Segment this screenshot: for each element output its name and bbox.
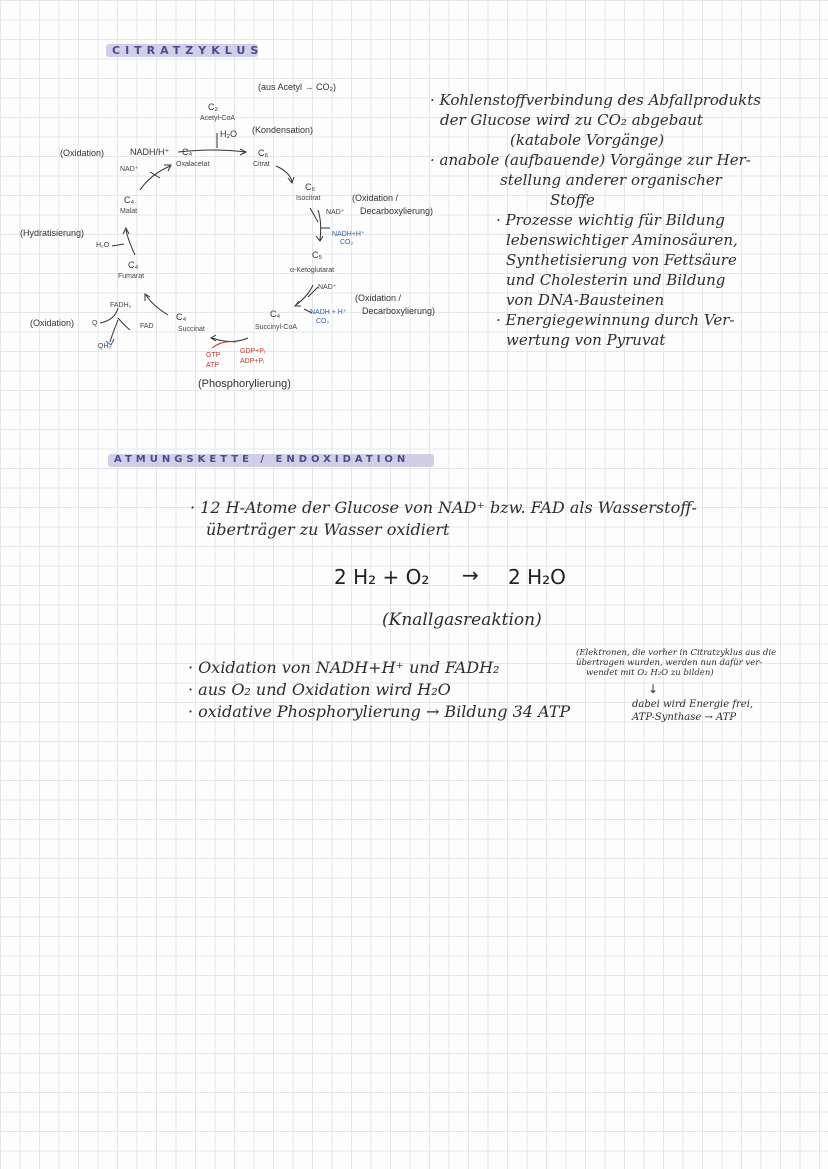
atmung-bullet1: [190, 497, 697, 541]
label-phosphorylierung: (Phosphorylierung): [198, 378, 291, 390]
label-c4-fumarat: C₄: [128, 260, 139, 270]
side-note2-line: ATP-Synthase → ATP: [632, 712, 737, 723]
bullet-line: (katabole Vorgänge): [510, 131, 665, 149]
equation-right: 2 H₂O: [508, 565, 566, 589]
bullet-line: von DNA-Bausteinen: [506, 291, 665, 309]
bullet-line: der Glucose wird zu CO₂ abgebaut: [440, 111, 703, 129]
label-succinylcoa: Succinyl-CoA: [255, 324, 298, 331]
knallgas-label: (Knallgasreaktion): [382, 610, 542, 630]
label-gtp: GTP: [206, 352, 221, 359]
bullet-line: · Oxidation von NADH+H⁺ und FADH₂: [188, 658, 500, 677]
bullet-line: · anabole (aufbauende) Vorgänge zur Her-: [430, 151, 751, 169]
label-h2o-1: H₂O: [220, 129, 237, 139]
bullet-line: lebenswichtiger Aminosäuren,: [506, 231, 738, 249]
label-nad-2: NAD⁺: [326, 209, 345, 216]
side-note2-line: dabei wird Energie frei,: [632, 699, 754, 710]
label-nadh-2: NADH+H⁺: [332, 231, 365, 238]
label-atp: ATP: [206, 362, 220, 369]
label-adp: ADP+Pᵢ: [240, 358, 265, 365]
label-c4-succinylcoa: C₄: [270, 309, 281, 319]
equation-arrow: →: [462, 563, 479, 587]
atmung-bullets2: [188, 657, 570, 723]
label-decarb-2: Decarboxylierung): [362, 306, 436, 316]
bullet-line: · aus O₂ und Oxidation wird H₂O: [188, 680, 451, 699]
bullet-line: wertung von Pyruvat: [506, 331, 666, 349]
side-note-line: wendet mit O₂ H₂O zu bilden): [586, 668, 714, 678]
label-fad: FAD: [140, 323, 154, 330]
note-aus-acetyl: (aus Acetyl → CO₂): [258, 82, 337, 92]
bullet-line: und Cholesterin und Bildung: [506, 271, 726, 289]
label-acetyl-coa: Acetyl-CoA: [200, 115, 236, 122]
citrate-heading: CITRATZYKLUS: [112, 44, 264, 57]
label-h2o-2: H₂O: [96, 242, 110, 249]
citrate-bullets: [430, 90, 761, 350]
label-nadh-3: NADH + H⁺: [310, 309, 347, 316]
bullet-line: · oxidative Phosphorylierung → Bildung 34 ATP: [188, 702, 571, 721]
label-oxalacetat: Oxalacetat: [176, 161, 210, 168]
label-malat: Malat: [120, 208, 138, 215]
label-qh2: QH₂: [98, 343, 112, 350]
bullet-line: Stoffe: [550, 191, 595, 209]
bullet-line: · Kohlenstoffverbindung des Abfallprodukts: [430, 91, 761, 109]
label-citrat: Citrat: [253, 161, 270, 168]
label-c4-oxalacetat: C₄: [182, 147, 193, 157]
bullet-line: überträger zu Wasser oxidiert: [206, 520, 450, 539]
label-q: Q: [92, 320, 98, 327]
label-succinat: Succinat: [178, 326, 205, 333]
bullet-line: stellung anderer organischer: [500, 171, 722, 189]
bullet-line: Synthetisierung von Fettsäure: [506, 251, 737, 269]
label-hydratisierung: (Hydratisierung): [20, 228, 85, 238]
label-oxidation-q: (Oxidation): [30, 318, 75, 328]
bullet-line: · Energiegewinnung durch Ver-: [496, 311, 735, 329]
label-c4-malat: C₄: [124, 195, 135, 205]
label-ox-decarb-1: (Oxidation /: [352, 193, 399, 203]
label-gdp: GDP+Pᵢ: [240, 348, 266, 355]
label-ketoglutarat: α-Ketoglutarat: [290, 267, 335, 274]
label-isocitrat: Isocitrat: [296, 195, 321, 202]
label-nad-3: NAD⁺: [318, 284, 337, 291]
label-c6-isocitrat: C₆: [305, 182, 316, 192]
label-nadh-h-1: NADH/H⁺: [130, 147, 170, 157]
label-c4-succinat: C₄: [176, 312, 187, 322]
label-c5: C₅: [312, 250, 323, 260]
label-kondensation: (Kondensation): [252, 125, 314, 135]
side-note2: [632, 698, 753, 724]
side-note-arrow: ↓: [648, 682, 659, 696]
label-nad-1: NAD⁺: [120, 166, 139, 173]
label-decarb-1: Decarboxylierung): [360, 206, 434, 216]
equation-left: 2 H₂ + O₂: [334, 565, 430, 589]
label-c6-citrat: C₆: [258, 148, 269, 158]
label-co2-1: CO₂: [340, 239, 354, 246]
bullet-line: · 12 H-Atome der Glucose von NAD⁺ bzw. FAD als Wasserstoff-: [190, 498, 697, 517]
atmung-heading: ATMUNGSKETTE / ENDOXIDATION: [114, 454, 410, 465]
bullet-line: · Prozesse wichtig für Bildung: [496, 211, 725, 229]
label-fumarat: Fumarat: [118, 273, 145, 280]
side-note: [576, 648, 776, 678]
label-fadh2: FADH₂: [110, 302, 132, 309]
side-note-line: (Elektronen, die vorher in Citratzyklus aus die: [576, 648, 777, 658]
label-c2: C₂: [208, 102, 218, 112]
side-note-line: übertragen wurden, werden nun dafür ver-: [576, 658, 763, 668]
label-co2-2: CO₂: [316, 318, 330, 325]
label-oxidation-left: (Oxidation): [60, 148, 105, 158]
label-ox-decarb-2: (Oxidation /: [355, 293, 402, 303]
